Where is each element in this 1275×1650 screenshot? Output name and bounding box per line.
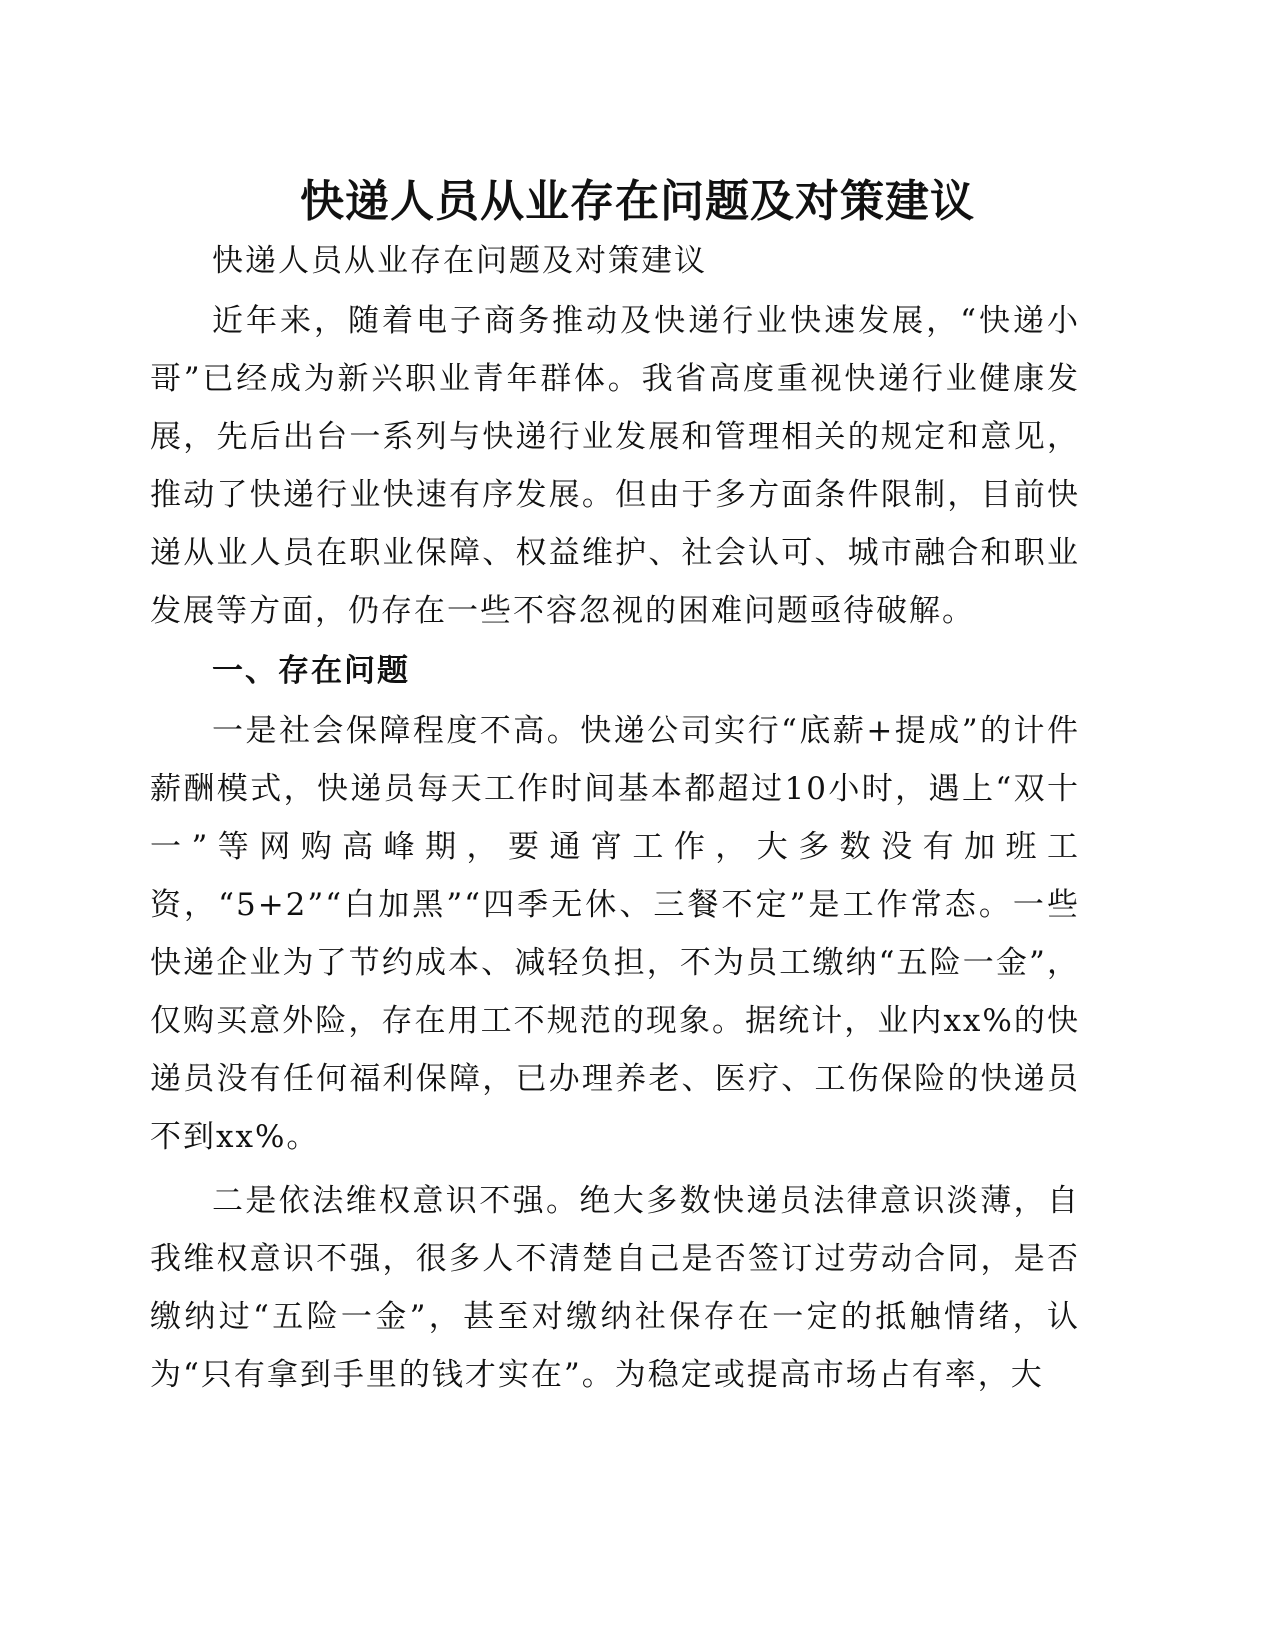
intro-paragraph: 近年来，随着电子商务推动及快递行业快速发展，“快递小哥”已经成为新兴职业青年群体。我省高度重视快递行业健康发展，先后出台一系列与快递行业发展和管理相关的规定和意见，推动了快递行业快速有序发展。但由于多方面条件限制，目前快递从业人员在职业保障、权益维护、社会认可、城市融合和职业发展等方面，仍存在一些不容忽视的困难问题亟待破解。 [150,303,1080,629]
section-heading-problems: 一、存在问题 [212,653,410,689]
document-title: 快递人员从业存在问题及对策建议 [300,176,975,227]
problem-paragraph-2: 二是依法维权意识不强。绝大多数快递员法律意识淡薄，自我维权意识不强，很多人不清楚自己是否签订过劳动合同，是否缴纳过“五险一金”，甚至对缴纳社保存在一定的抵触情绪，认为“只有拿到手里的钱才实在”。为稳定或提高市场占有率，大 [150,1183,1080,1393]
problem-paragraph-1: 一是社会保障程度不高。快递公司实行“底薪+提成”的计件薪酬模式，快递员每天工作时间基本都超过10小时，遇上“双十一”等网购高峰期，要通宵工作，大多数没有加班工资，“5+2”“白加黑”“四季无休、三餐不定”是工作常态。一些快递企业为了节约成本、减轻负担，不为员工缴纳“五险一金”，仅购买意外险，存在用工不规范的现象。据统计，业内xx%的快递员没有任何福利保障，已办理养老、医疗、工伤保险的快递员不到xx%。 [150,713,1080,1155]
document-subtitle: 快递人员从业存在问题及对策建议 [212,243,707,279]
document-body [150,232,1080,1404]
